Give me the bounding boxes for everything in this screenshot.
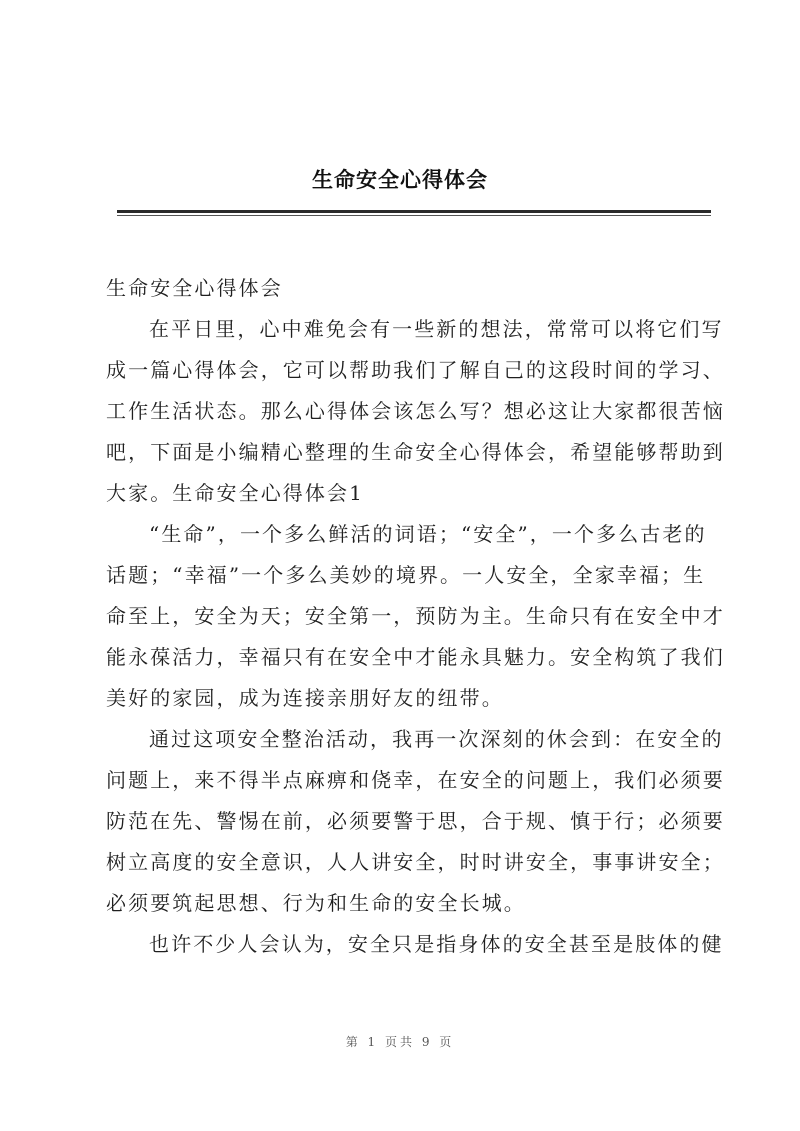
body-text-line: 能永葆活力，幸福只有在安全中才能永具魅力。安全构筑了我们 — [106, 645, 725, 669]
body-text-line: 防范在先、警惕在前，必须要警于思，合于规、慎于行；必须要 — [106, 809, 725, 833]
body-text-line: 问题上，来不得半点麻痹和侥幸，在安全的问题上，我们必须要 — [106, 768, 725, 792]
body-text-line: 命至上，安全为天；安全第一，预防为主。生命只有在安全中才 — [106, 604, 725, 628]
body-text-line: 成一篇心得体会，它可以帮助我们了解自己的这段时间的学习、 — [106, 358, 725, 382]
title-divider — [117, 210, 711, 213]
page-footer: 第 1 页共 9 页 — [345, 1035, 455, 1049]
body-text-line: 大家。生命安全心得体会1 — [106, 481, 364, 505]
page-title: 生命安全心得体会 — [312, 168, 488, 192]
document-subtitle: 生命安全心得体会 — [106, 276, 283, 300]
body-text-line: 也许不少人会认为，安全只是指身体的安全甚至是肢体的健 — [149, 932, 724, 956]
title-divider-thin — [117, 215, 711, 216]
body-text-line: 通过这项安全整治活动，我再一次深刻的休会到：在安全的 — [149, 727, 724, 751]
body-text-line: 话题；“幸福”一个多么美妙的境界。一人安全，全家幸福；生 — [106, 563, 706, 587]
body-text-line: “生命”，一个多么鲜活的词语；“安全”，一个多么古老的 — [149, 522, 707, 546]
body-text-line: 树立高度的安全意识，人人讲安全，时时讲安全，事事讲安全； — [106, 850, 725, 874]
body-text-line: 在平日里，心中难免会有一些新的想法，常常可以将它们写 — [149, 317, 724, 341]
body-text-line: 美好的家园，成为连接亲朋好友的纽带。 — [106, 686, 504, 710]
document-body — [106, 268, 725, 965]
body-text-line: 工作生活状态。那么心得体会该怎么写？想必这让大家都很苦恼 — [106, 399, 725, 423]
body-text-line: 必须要筑起思想、行为和生命的安全长城。 — [106, 891, 526, 915]
body-text-line: 吧，下面是小编精心整理的生命安全心得体会，希望能够帮助到 — [106, 440, 725, 464]
